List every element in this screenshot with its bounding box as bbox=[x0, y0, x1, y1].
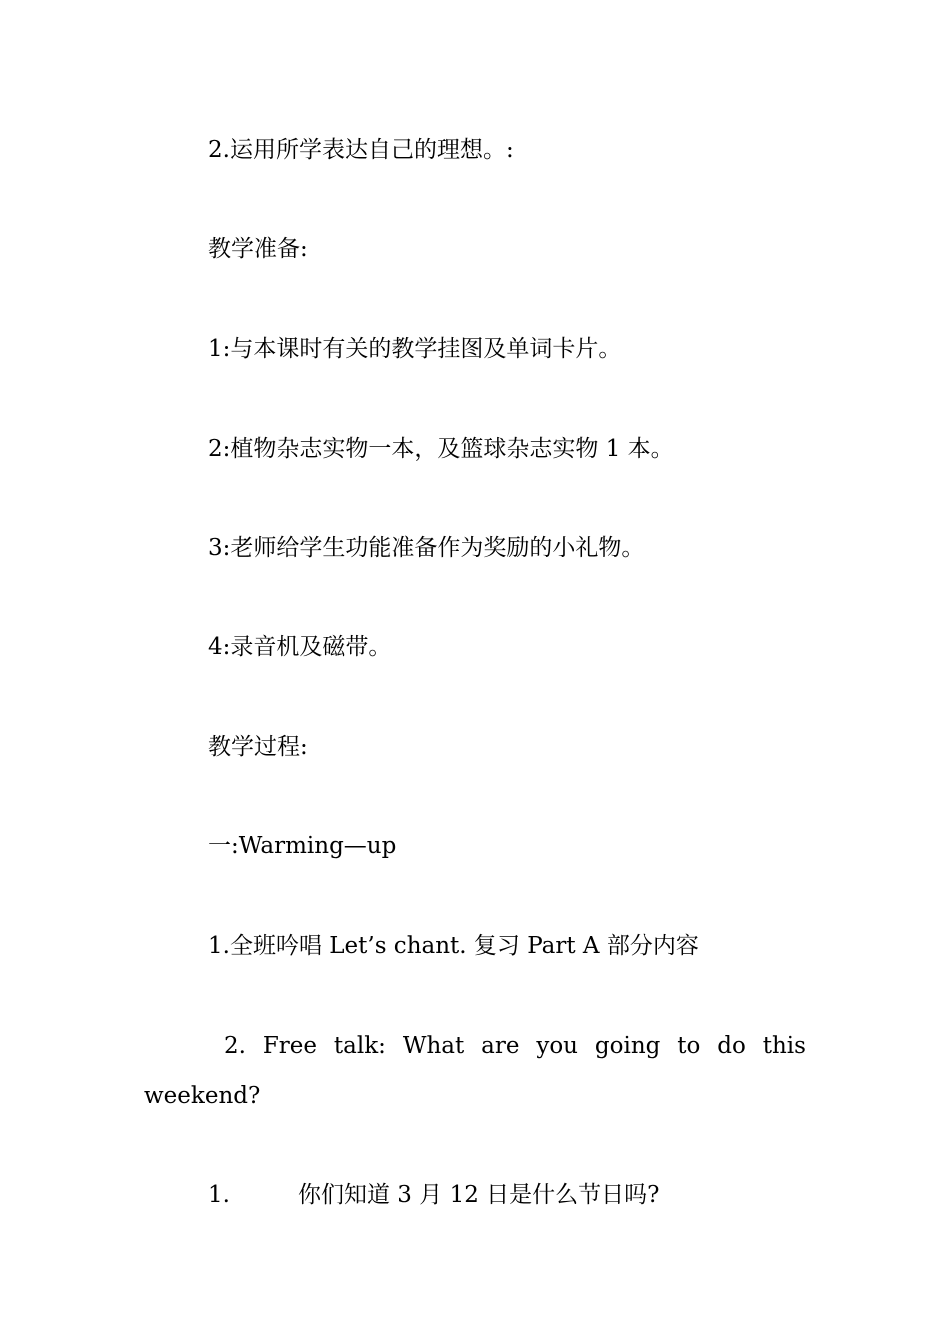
question-item-1 bbox=[208, 1180, 659, 1210]
free-talk-word: to bbox=[677, 1033, 701, 1059]
free-talk-word: 2. bbox=[224, 1033, 246, 1059]
free-talk-word: this bbox=[762, 1033, 806, 1059]
free-talk-word: you bbox=[536, 1033, 578, 1059]
free-talk-paragraph bbox=[144, 1031, 806, 1111]
free-talk-line bbox=[144, 1031, 806, 1061]
preparation-item-1: 1:与本课时有关的教学挂图及单词卡片。 bbox=[208, 336, 622, 362]
section-warming-up: 一:Warming—up bbox=[208, 833, 397, 859]
preparation-item-2: 2:植物杂志实物一本，及篮球杂志实物 1 本。 bbox=[208, 436, 674, 462]
preparation-item-4: 4:录音机及磁带。 bbox=[208, 634, 392, 660]
question-number: 1. bbox=[208, 1182, 230, 1208]
free-talk-word: Free bbox=[262, 1033, 318, 1059]
free-talk-word: talk: bbox=[333, 1033, 386, 1059]
heading-teaching-preparation: 教学准备: bbox=[208, 236, 308, 262]
paragraph-objective-2: 2.运用所学表达自己的理想。: bbox=[208, 137, 514, 163]
free-talk-word: are bbox=[481, 1033, 520, 1059]
free-talk-word: What bbox=[402, 1033, 465, 1059]
free-talk-word: going bbox=[594, 1033, 661, 1059]
free-talk-word: do bbox=[717, 1033, 746, 1059]
preparation-item-3: 3:老师给学生功能准备作为奖励的小礼物。 bbox=[208, 535, 645, 561]
heading-teaching-process: 教学过程: bbox=[208, 734, 308, 760]
warmup-step-1: 1.全班吟唱 Let’s chant. 复习 Part A 部分内容 bbox=[208, 933, 699, 959]
free-talk-continuation: weekend? bbox=[144, 1083, 261, 1109]
question-text: 你们知道 3 月 12 日是什么节日吗? bbox=[298, 1182, 660, 1208]
